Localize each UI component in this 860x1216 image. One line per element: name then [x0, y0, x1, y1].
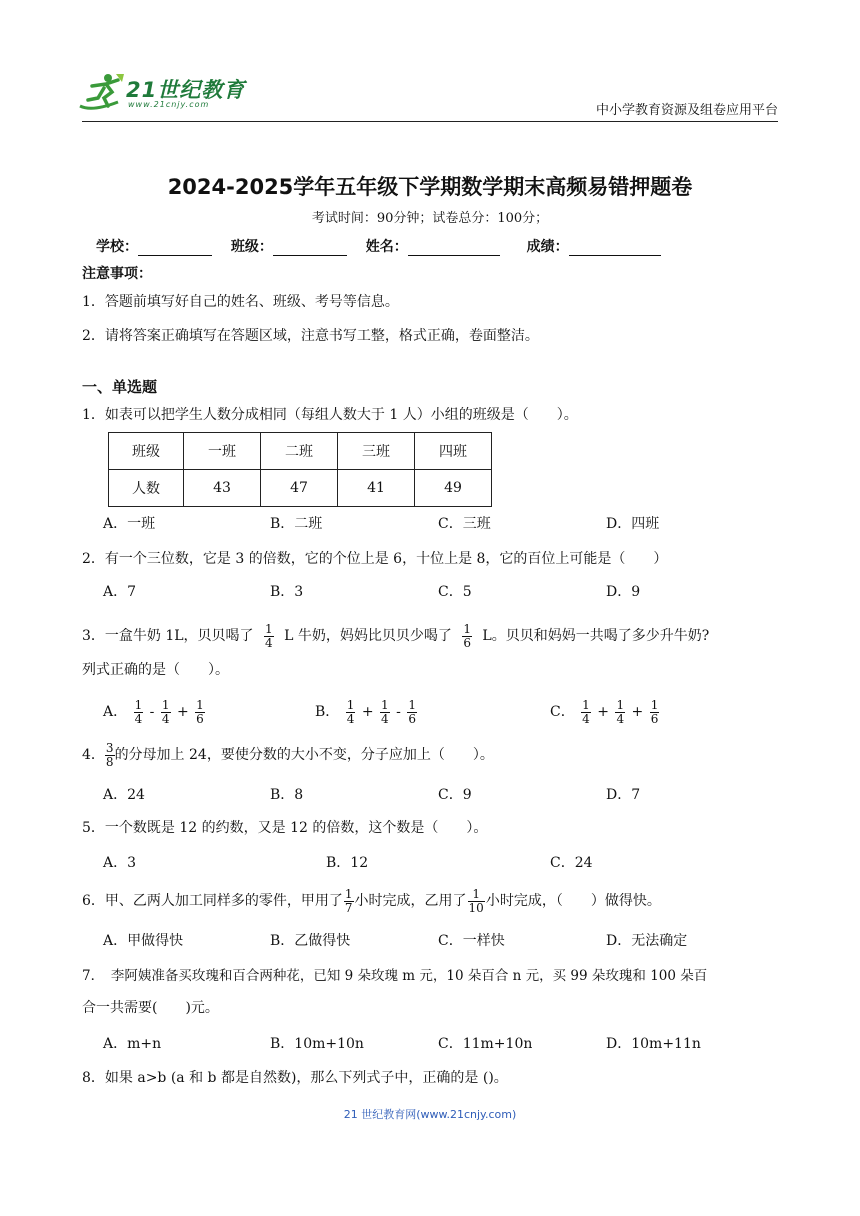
fraction [195, 699, 205, 726]
numerator: 1 [161, 697, 170, 712]
question-8: 8．如果 a>b (a 和 b 都是自然数)，那么下列式子中，正确的是 ()。 [82, 1070, 508, 1086]
q4-option-c[interactable]: C．9 [438, 787, 472, 803]
q1-option-a[interactable]: A．一班 [103, 516, 156, 532]
table-cell: 二班 [261, 433, 338, 470]
school-label: 学校： [96, 239, 138, 255]
operator: - [396, 704, 401, 720]
fraction [468, 888, 485, 915]
q4-option-b[interactable]: B．8 [270, 787, 304, 803]
denominator: 6 [196, 711, 204, 726]
table-cell: 班级 [109, 433, 184, 470]
denominator: 6 [408, 711, 416, 726]
name-label: 姓名： [365, 239, 408, 255]
question-4 [82, 741, 494, 769]
numerator: 1 [381, 697, 389, 712]
q7-option-c[interactable]: C．11m+10n [438, 1036, 533, 1052]
numerator: 3 [105, 740, 114, 755]
option-label: A． [103, 704, 128, 720]
logo [78, 72, 248, 114]
score-blank[interactable] [569, 239, 661, 256]
denominator: 10 [468, 900, 484, 915]
q6-text: 小时完成，乙用了 [354, 893, 467, 909]
fraction [161, 699, 171, 726]
header-rule [82, 121, 778, 122]
class-label: 班级： [230, 239, 273, 255]
denominator: 4 [265, 635, 273, 650]
table-cell: 三班 [338, 433, 415, 470]
q7-option-b[interactable]: B．10m+10n [270, 1036, 364, 1052]
denominator: 4 [134, 711, 143, 726]
question-2: 2．有一个三位数，它是 3 的倍数，它的个位上是 6，十位上是 8，它的百位上可能是（ ） [82, 551, 668, 567]
q3-text: L。贝贝和妈妈一共喝了多少升牛奶? [482, 628, 710, 644]
q7-option-a[interactable]: A．m+n [103, 1036, 162, 1052]
q6-option-b[interactable]: B．乙做得快 [270, 933, 351, 949]
denominator: 4 [346, 711, 355, 726]
notes-heading: 注意事项： [82, 266, 152, 282]
operator: + [361, 704, 374, 720]
q4-number: 4． [82, 747, 105, 763]
q6-option-a[interactable]: A．甲做得快 [103, 933, 184, 949]
q3-option-c[interactable] [550, 698, 661, 726]
numerator: 1 [196, 697, 204, 712]
score-label: 成绩： [526, 239, 569, 255]
fraction [380, 699, 390, 726]
runner-logo-icon [78, 72, 126, 112]
q2-option-a[interactable]: A．7 [103, 584, 137, 600]
page-title: 2024-2025学年五年级下学期数学期末高频易错押题卷 [167, 175, 693, 199]
platform-label: 中小学教育资源及组卷应用平台 [595, 103, 778, 118]
numerator: 1 [265, 621, 273, 636]
numerator: 1 [134, 697, 143, 712]
numerator: 1 [408, 697, 416, 712]
school-blank[interactable] [138, 239, 212, 256]
question-3 [82, 621, 709, 651]
operator: + [631, 704, 644, 720]
q1-option-d[interactable]: D．四班 [606, 516, 660, 532]
q2-option-c[interactable]: C．5 [438, 584, 472, 600]
denominator: 4 [161, 711, 170, 726]
denominator: 4 [582, 711, 590, 726]
q7-option-d[interactable]: D．10m+11n [606, 1036, 701, 1052]
q3-text: 3．一盒牛奶 1L，贝贝喝了 [82, 628, 254, 644]
question-3-line2: 列式正确的是（ ）。 [82, 662, 229, 678]
numerator: 1 [582, 697, 590, 712]
q6-option-d[interactable]: D．无法确定 [606, 933, 688, 949]
q1-option-c[interactable]: C．三班 [438, 516, 491, 532]
q2-option-b[interactable]: B．3 [270, 584, 304, 600]
numerator: 1 [346, 697, 355, 712]
fraction [344, 888, 354, 915]
exam-info: 考试时间：90分钟；试卷总分：100分； [311, 211, 549, 226]
denominator: 6 [463, 635, 471, 650]
table-cell: 人数 [109, 470, 184, 507]
fraction [462, 623, 472, 650]
denominator: 7 [344, 900, 353, 915]
class-size-table [108, 432, 492, 507]
numerator: 1 [650, 697, 659, 712]
q5-option-c[interactable]: C．24 [550, 855, 593, 871]
logo-text: 21世纪教育 [126, 78, 246, 102]
class-blank[interactable] [273, 239, 347, 256]
fraction [615, 699, 625, 726]
table-row [109, 470, 492, 507]
denominator: 8 [105, 754, 114, 769]
q5-option-b[interactable]: B．12 [326, 855, 369, 871]
q4-text: 的分母加上 24，要使分数的大小不变，分子应加上（ ）。 [114, 747, 494, 763]
logo-url: www.21cnjy.com [128, 100, 210, 109]
numerator: 1 [616, 697, 625, 712]
numerator: 1 [344, 886, 353, 901]
option-label: C． [550, 704, 575, 720]
question-5: 5．一个数既是 12 的约数，又是 12 的倍数，这个数是（ ）。 [82, 820, 488, 836]
denominator: 6 [650, 711, 659, 726]
q4-option-a[interactable]: A．24 [103, 787, 145, 803]
question-6 [82, 886, 661, 916]
fraction [581, 699, 591, 726]
table-cell: 43 [184, 470, 261, 507]
section-heading: 一、单选题 [82, 378, 158, 396]
question-1: 1．如表可以把学生人数分成相同（每组人数大于 1 人）小组的班级是（ ）。 [82, 407, 578, 423]
denominator: 4 [381, 711, 389, 726]
q3-option-a[interactable] [103, 698, 207, 726]
note-item: 2．请将答案正确填写在答题区域，注意书写工整，格式正确，卷面整洁。 [82, 328, 539, 344]
operator: + [597, 704, 609, 720]
q6-text: 6．甲、乙两人加工同样多的零件，甲用了 [82, 893, 343, 909]
numerator: 1 [463, 621, 471, 636]
fraction [264, 623, 274, 650]
fraction [407, 699, 417, 726]
fraction [650, 699, 660, 726]
fraction [346, 699, 356, 726]
option-label: B． [315, 704, 340, 720]
info-fields [96, 236, 661, 256]
q2-option-d[interactable]: D．9 [606, 584, 641, 600]
fraction [105, 742, 115, 769]
question-7-line2: 合一共需要( )元。 [82, 1000, 219, 1016]
operator: + [176, 704, 189, 720]
numerator: 1 [468, 888, 485, 902]
q4-option-d[interactable]: D．7 [606, 787, 641, 803]
fraction [134, 699, 144, 726]
q1-option-b[interactable]: B．二班 [270, 516, 323, 532]
q6-text: 小时完成，（ ）做得快。 [485, 893, 661, 909]
table-cell: 41 [338, 470, 415, 507]
table-cell: 一班 [184, 433, 261, 470]
operator: - [149, 704, 155, 720]
table-cell: 49 [415, 470, 492, 507]
question-7: 7． 李阿姨准备买玫瑰和百合两种花，已知 9 朵玫瑰 m 元，10 朵百合 n 元，买 99 朵玫瑰和 100 朵百 [82, 968, 708, 984]
q3-text: L 牛奶，妈妈比贝贝少喝了 [284, 628, 452, 644]
footer-link[interactable]: 21 世纪教育网(www.21cnjy.com) [343, 1108, 517, 1121]
note-item: 1．答题前填写好自己的姓名、班级、考号等信息。 [82, 294, 399, 310]
q3-option-b[interactable] [315, 698, 419, 726]
table-cell: 47 [261, 470, 338, 507]
denominator: 4 [616, 711, 625, 726]
q5-option-a[interactable]: A．3 [103, 855, 137, 871]
table-row [109, 433, 492, 470]
q6-option-c[interactable]: C．一样快 [438, 933, 505, 949]
name-blank[interactable] [408, 239, 500, 256]
table-cell: 四班 [415, 433, 492, 470]
